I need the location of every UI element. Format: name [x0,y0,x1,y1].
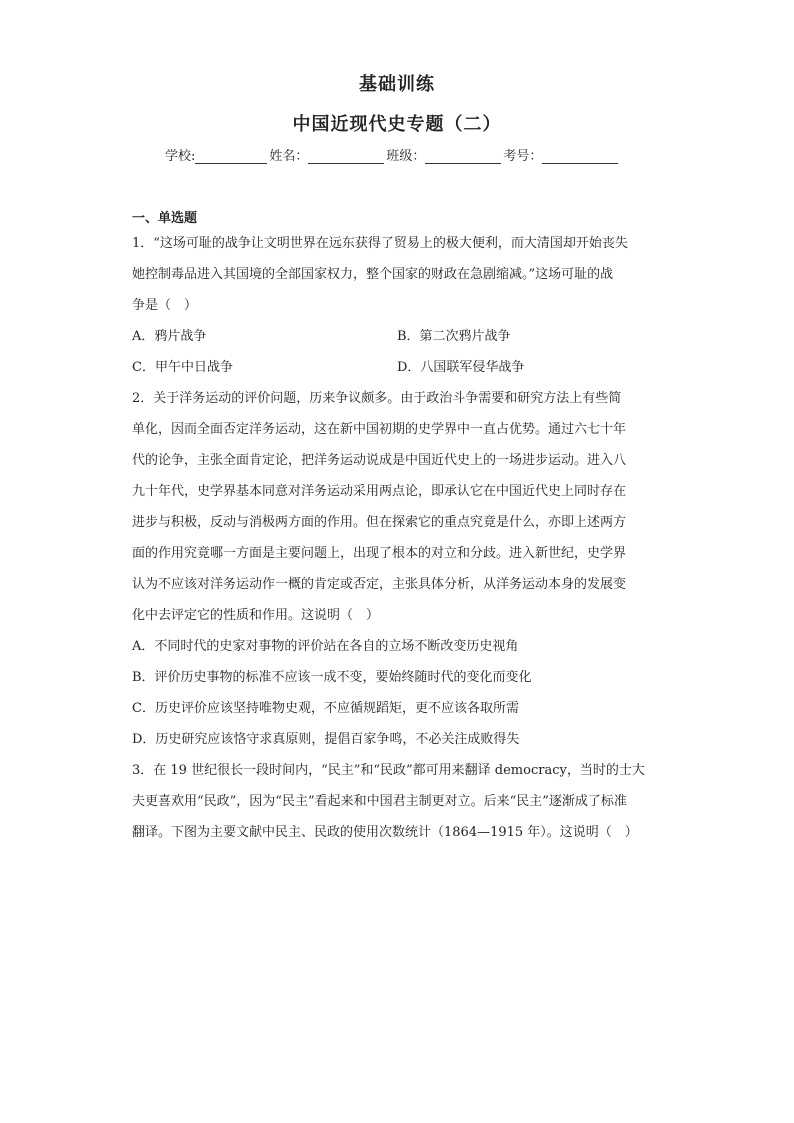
name-blank[interactable] [308,149,384,164]
question-line: 代的论争，主张全面肯定论，把洋务运动说成是中国近代史上的一场进步运动。进入八 [132,453,627,468]
question-line: 单化，因而全面否定洋务运动，这在新中国初期的史学界中一直占优势。通过六七十年 [132,422,627,437]
school-blank[interactable] [195,149,267,164]
option-d[interactable]: D．历史研究应该恪守求真原则，提倡百家争鸣，不必关注成败得失 [132,732,520,747]
question-1-stem [132,228,662,321]
question-line: 2．关于洋务运动的评价问题，历来争议颇多。由于政治斗争需要和研究方法上有些简 [132,391,622,406]
question-line: 她控制毒品进入其国境的全部国家权力，整个国家的财政在急剧缩减。”这场可耻的战 [132,267,614,282]
page-title: 基础训练 [359,74,435,95]
option-b[interactable]: B．第二次鸦片战争 [397,329,511,344]
question-line: 争是（ ） [132,298,198,313]
question-line: 翻译。下图为主要文献中民主、民政的使用次数统计（1864—1915 年）。这说明（ ） [132,825,638,840]
question-line: 认为不应该对洋务运动作一概的肯定或否定，主张具体分析，从洋务运动本身的发展变 [132,577,627,592]
name-label: 姓名： [269,149,309,164]
option-a[interactable]: A．不同时代的史家对事物的评价站在各自的立场不断改变历史视角 [132,639,519,654]
option-c[interactable]: C．历史评价应该坚持唯物史观，不应循规蹈矩，更不应该各取所需 [132,701,519,716]
question-line: 3．在 19 世纪很长一段时间内，“民主”和“民政”都可用来翻译 democracy，当时的士大 [132,763,645,778]
question-list [132,228,662,848]
school-label: 学校: [165,149,196,164]
option-d[interactable]: D．八国联军侵华战争 [397,360,525,375]
class-label: 班级： [386,149,426,164]
page-subtitle: 中国近现代史专题（二） [292,114,502,135]
section-title: 一、单选题 [132,211,198,226]
question-1-options-row-1 [132,321,662,352]
option-a[interactable]: A．鸦片战争 [132,329,207,344]
option-b[interactable]: B．评价历史事物的标准不应该一成不变，要始终随时代的变化而变化 [132,670,532,685]
question-line: 1．“这场可耻的战争让文明世界在远东获得了贸易上的极大便利，而大清国却开始丧失 [132,236,628,251]
question-1-options-row-2 [132,352,662,383]
question-line: 面的作用究竟哪一方面是主要问题上，出现了根本的对立和分歧。进入新世纪，史学界 [132,546,627,561]
question-line: 夫更喜欢用“民政”，因为“民主”看起来和中国君主制更对立。后来“民主”逐渐成了标准 [132,794,627,809]
student-info-line [165,145,620,164]
question-line: 九十年代，史学界基本同意对洋务运动采用两点论，即承认它在中国近代史上同时存在 [132,484,627,499]
number-label: 考号： [503,149,543,164]
number-blank[interactable] [542,149,618,164]
question-3-stem [132,755,662,848]
question-2-stem [132,383,662,631]
class-blank[interactable] [425,149,501,164]
question-line: 化中去评定它的性质和作用。这说明（ ） [132,608,380,623]
option-c[interactable]: C．甲午中日战争 [132,360,233,375]
question-line: 进步与积极，反动与消极两方面的作用。但在探索它的重点究竟是什么，亦即上述两方 [132,515,627,530]
